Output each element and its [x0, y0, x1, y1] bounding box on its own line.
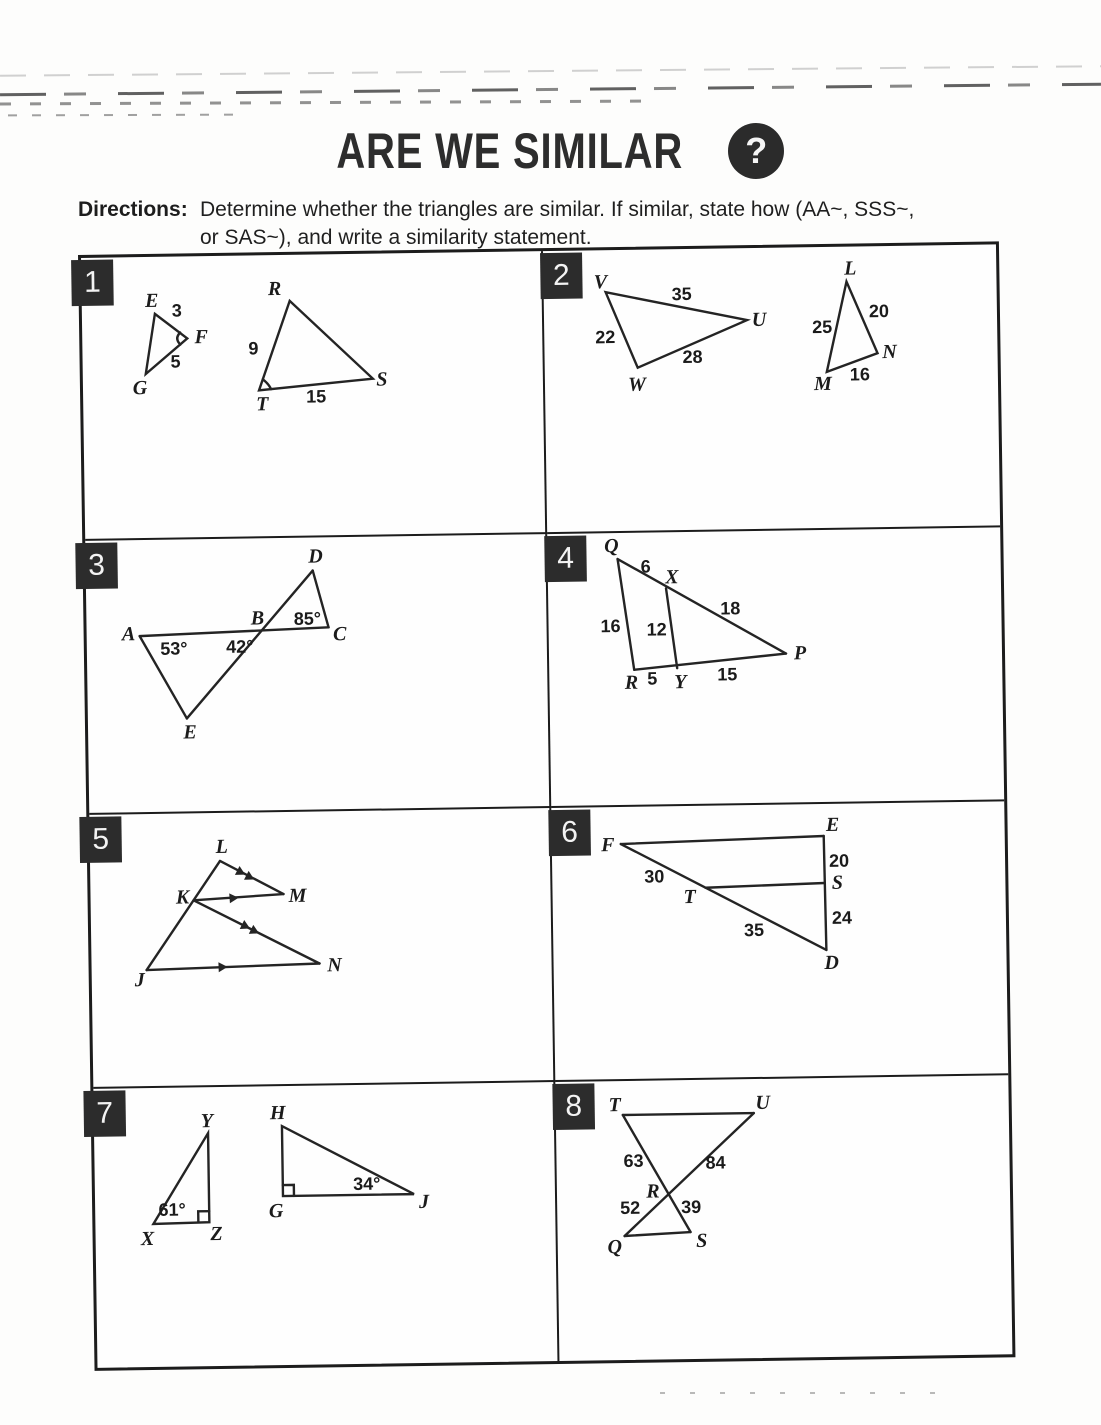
point-label-E: E: [825, 813, 840, 836]
point-label-E: E: [183, 721, 197, 744]
side-label-MN: 16: [849, 364, 871, 385]
point-label-N: N: [882, 340, 897, 364]
point-label-H: H: [269, 1102, 286, 1125]
problem-8-diagram: [555, 1075, 1012, 1361]
point-label-G: G: [132, 376, 148, 400]
right-angle-mark-Z: [198, 1211, 209, 1222]
problem-number: 7: [96, 1096, 114, 1130]
point-label-Q: Q: [607, 1236, 623, 1259]
side-label-QR: 16: [600, 615, 621, 637]
problem-6-diagram: [551, 801, 1008, 1082]
point-label-P: P: [793, 642, 807, 665]
triangle-lmn: [825, 281, 877, 372]
problem-4-diagram: [547, 527, 1004, 808]
scan-artifact-line: [0, 65, 1101, 77]
angle-mark-T: [263, 379, 271, 389]
problem-7-diagram: [93, 1082, 559, 1368]
point-label-Z: Z: [210, 1222, 223, 1246]
point-label-Y: Y: [200, 1110, 214, 1133]
triangle-efg: [145, 313, 188, 374]
angle-label-J: 34°: [353, 1173, 381, 1195]
right-angle-mark-G: [283, 1185, 294, 1196]
side-label-FT: 30: [644, 866, 665, 887]
problem-number: 5: [92, 822, 110, 856]
point-label-L: L: [844, 257, 857, 280]
problem-5-diagram: [89, 808, 555, 1089]
angle-label-A: 53°: [160, 638, 188, 659]
directions-line-1: Determine whether the triangles are similar. If similar, state how (AA~, SSS~,: [200, 198, 915, 221]
side-label-YP: 15: [717, 664, 738, 685]
problem-cell-6: [551, 801, 1008, 1082]
point-label-S: S: [831, 871, 844, 894]
side-label-EF: 3: [171, 300, 182, 321]
side-label-ES: 20: [828, 850, 850, 871]
point-label-F: F: [194, 326, 209, 349]
side-label-SD: 24: [831, 907, 853, 928]
side-label-QX: 6: [640, 556, 651, 577]
problem-2-diagram: [543, 244, 1000, 534]
side-label-UR: 84: [705, 1152, 726, 1173]
problem-number: 6: [561, 815, 579, 849]
header: [0, 122, 1089, 180]
problem-number-badge: [75, 542, 118, 589]
problem-cell-8: [555, 1075, 1012, 1361]
point-label-X: X: [665, 566, 679, 589]
problem-number: 3: [88, 548, 106, 582]
angle-label-X: 61°: [158, 1199, 186, 1220]
point-label-Y: Y: [674, 671, 687, 694]
point-label-B: B: [250, 607, 265, 630]
point-label-R: R: [267, 277, 282, 301]
point-label-W: W: [627, 373, 647, 396]
page-title: ARE WE SIMILAR: [336, 123, 683, 179]
point-label-F: F: [600, 834, 615, 857]
angle-label-B: 42°: [226, 636, 254, 657]
directions-line-2: or SAS~), and write a similarity statement.: [200, 226, 592, 250]
problem-1-diagram: [81, 251, 547, 541]
point-label-M: M: [813, 372, 833, 396]
point-label-N: N: [327, 954, 342, 977]
side-label-RY: 5: [647, 668, 658, 689]
scan-artifact-line: [660, 1392, 940, 1394]
point-label-G: G: [268, 1200, 284, 1223]
problem-number-badge: [544, 535, 587, 582]
problem-number-badge: [71, 259, 114, 306]
point-label-E: E: [144, 289, 159, 313]
question-mark-glyph: ?: [745, 130, 768, 171]
point-label-M: M: [288, 884, 307, 907]
side-label-XP: 18: [720, 598, 741, 619]
side-label-RT: 9: [248, 338, 259, 359]
point-label-R: R: [646, 1180, 660, 1203]
bowtie-triangles-tru-qrs: [623, 1113, 756, 1236]
side-label-RS: 39: [681, 1196, 702, 1218]
problem-number: 2: [552, 258, 570, 292]
side-label-XY: 12: [646, 619, 667, 640]
side-label-TD: 35: [743, 919, 765, 941]
side-label-FG: 5: [170, 351, 181, 372]
point-label-X: X: [140, 1227, 155, 1251]
side-label-TR: 63: [623, 1150, 644, 1172]
point-label-T: T: [608, 1094, 621, 1117]
point-label-K: K: [175, 886, 190, 909]
problem-cell-4: [547, 527, 1004, 808]
side-label-RQ: 52: [620, 1197, 641, 1219]
point-label-D: D: [824, 951, 839, 975]
side-label-LN: 20: [868, 300, 890, 322]
point-label-J: J: [134, 969, 145, 992]
point-label-C: C: [332, 623, 347, 646]
problem-3-diagram: [85, 534, 551, 815]
problem-cell-1: [81, 251, 547, 541]
side-label-WU: 28: [682, 346, 703, 368]
parallel-mark-LM: [244, 871, 257, 884]
triangle-rts: [258, 300, 373, 391]
parallel-mark-KM: [229, 893, 239, 904]
parallel-mark-KN: [249, 925, 262, 938]
side-label-VW: 22: [595, 327, 616, 348]
point-label-V: V: [593, 271, 608, 294]
problem-number: 4: [556, 541, 575, 575]
point-label-U: U: [751, 308, 767, 332]
problem-number-badge: [79, 816, 122, 863]
problems-grid: [78, 241, 1015, 1371]
problem-number-badge: [548, 809, 591, 856]
triangle-fed-with-segment-ts: [621, 836, 827, 953]
problem-number-badge: [540, 253, 583, 300]
angle-mark-F: [177, 332, 180, 344]
problem-cell-3: [85, 534, 551, 815]
point-label-D: D: [308, 545, 323, 568]
nested-triangles-jln: [145, 860, 320, 974]
point-label-R: R: [624, 671, 639, 694]
point-label-T: T: [255, 393, 269, 416]
angle-label-C: 85°: [293, 608, 322, 629]
problem-cell-7: [93, 1082, 559, 1368]
problem-number: 8: [565, 1089, 583, 1123]
point-label-A: A: [121, 623, 136, 646]
point-label-U: U: [755, 1091, 771, 1115]
point-label-L: L: [215, 835, 229, 859]
side-label-VU: 35: [671, 283, 692, 305]
problem-cell-2: [543, 244, 1000, 534]
point-label-Q: Q: [603, 535, 619, 558]
point-label-J: J: [418, 1190, 430, 1214]
point-label-S: S: [376, 368, 388, 391]
problem-number: 1: [83, 265, 101, 299]
scan-artifact-line: [0, 83, 1101, 97]
problem-cell-5: [89, 808, 555, 1089]
problem-number-badge: [83, 1090, 126, 1137]
scan-artifact-line: [8, 114, 238, 117]
question-mark-circle-icon: [728, 123, 784, 179]
parallel-mark-JN: [218, 962, 227, 972]
scan-artifact-line: [0, 100, 660, 106]
right-triangle-ghj: [282, 1124, 414, 1196]
side-label-LM: 25: [811, 316, 833, 338]
directions-label: Directions:: [78, 198, 188, 221]
problem-number-badge: [552, 1083, 595, 1130]
point-label-S: S: [695, 1229, 708, 1252]
side-label-TS: 15: [305, 386, 327, 407]
point-label-T: T: [683, 885, 696, 909]
